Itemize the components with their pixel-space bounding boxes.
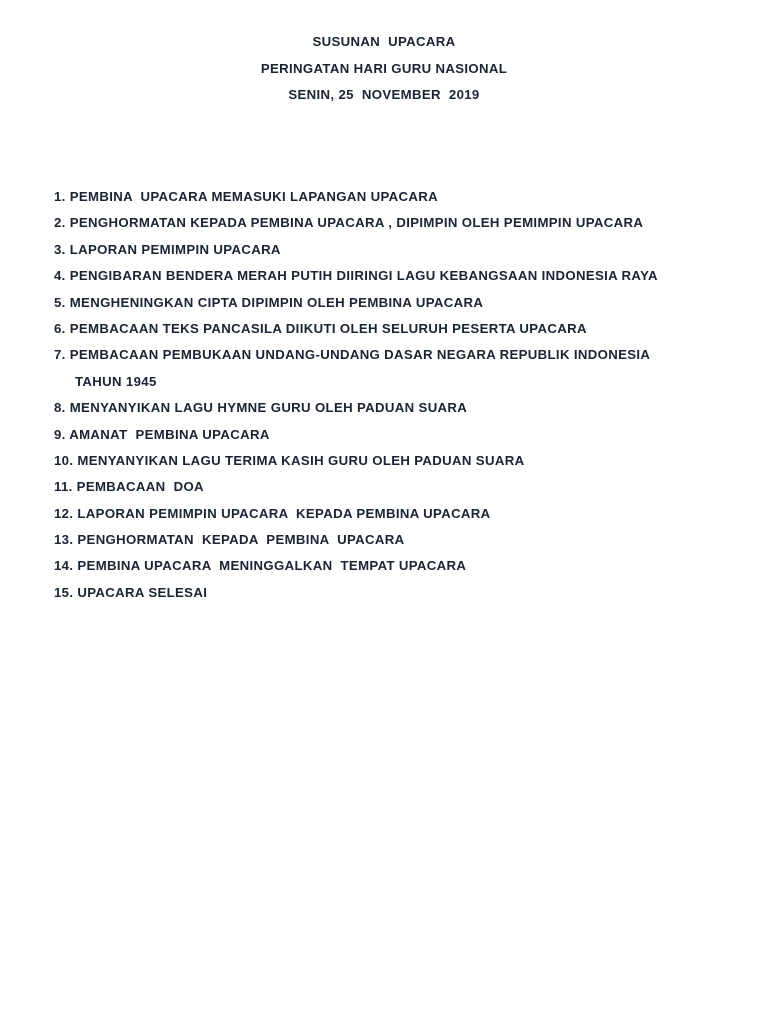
list-item: 12. LAPORAN PEMIMPIN UPACARA KEPADA PEMBINA UPACARA bbox=[54, 505, 491, 521]
document-subtitle: PERINGATAN HARI GURU NASIONAL bbox=[260, 60, 508, 76]
list-item: 3. LAPORAN PEMIMPIN UPACARA bbox=[54, 241, 281, 257]
list-item: 15. UPACARA SELESAI bbox=[54, 584, 208, 600]
list-item: 4. PENGIBARAN BENDERA MERAH PUTIH DIIRINGI LAGU KEBANGSAAN INDONESIA RAYA bbox=[54, 268, 658, 284]
list-item: 9. AMANAT PEMBINA UPACARA bbox=[54, 426, 270, 442]
list-item: 11. PEMBACAAN DOA bbox=[54, 479, 204, 495]
ceremony-agenda-list bbox=[54, 189, 754, 611]
list-item: 13. PENGHORMATAN KEPADA PEMBINA UPACARA bbox=[54, 532, 405, 548]
list-item: 7. PEMBACAAN PEMBUKAAN UNDANG-UNDANG DASAR NEGARA REPUBLIK INDONESIA bbox=[54, 347, 651, 363]
list-item: 6. PEMBACAAN TEKS PANCASILA DIIKUTI OLEH SELURUH PESERTA UPACARA bbox=[54, 320, 587, 336]
list-item: 2. PENGHORMATAN KEPADA PEMBINA UPACARA , DIPIMPIN OLEH PEMIMPIN UPACARA bbox=[54, 215, 644, 231]
list-item: 5. MENGHENINGKAN CIPTA DIPIMPIN OLEH PEMBINA UPACARA bbox=[54, 294, 484, 310]
list-item-continuation: TAHUN 1945 bbox=[75, 373, 157, 389]
list-item: 10. MENYANYIKAN LAGU TERIMA KASIH GURU OLEH PADUAN SUARA bbox=[54, 452, 525, 468]
document-date: SENIN, 25 NOVEMBER 2019 bbox=[288, 87, 480, 102]
document-header bbox=[0, 34, 768, 114]
list-item: 8. MENYANYIKAN LAGU HYMNE GURU OLEH PADUAN SUARA bbox=[54, 400, 468, 416]
list-item: 14. PEMBINA UPACARA MENINGGALKAN TEMPAT UPACARA bbox=[54, 558, 467, 574]
document-title: SUSUNAN UPACARA bbox=[312, 34, 456, 49]
list-item: 1. PEMBINA UPACARA MEMASUKI LAPANGAN UPACARA bbox=[54, 189, 439, 204]
